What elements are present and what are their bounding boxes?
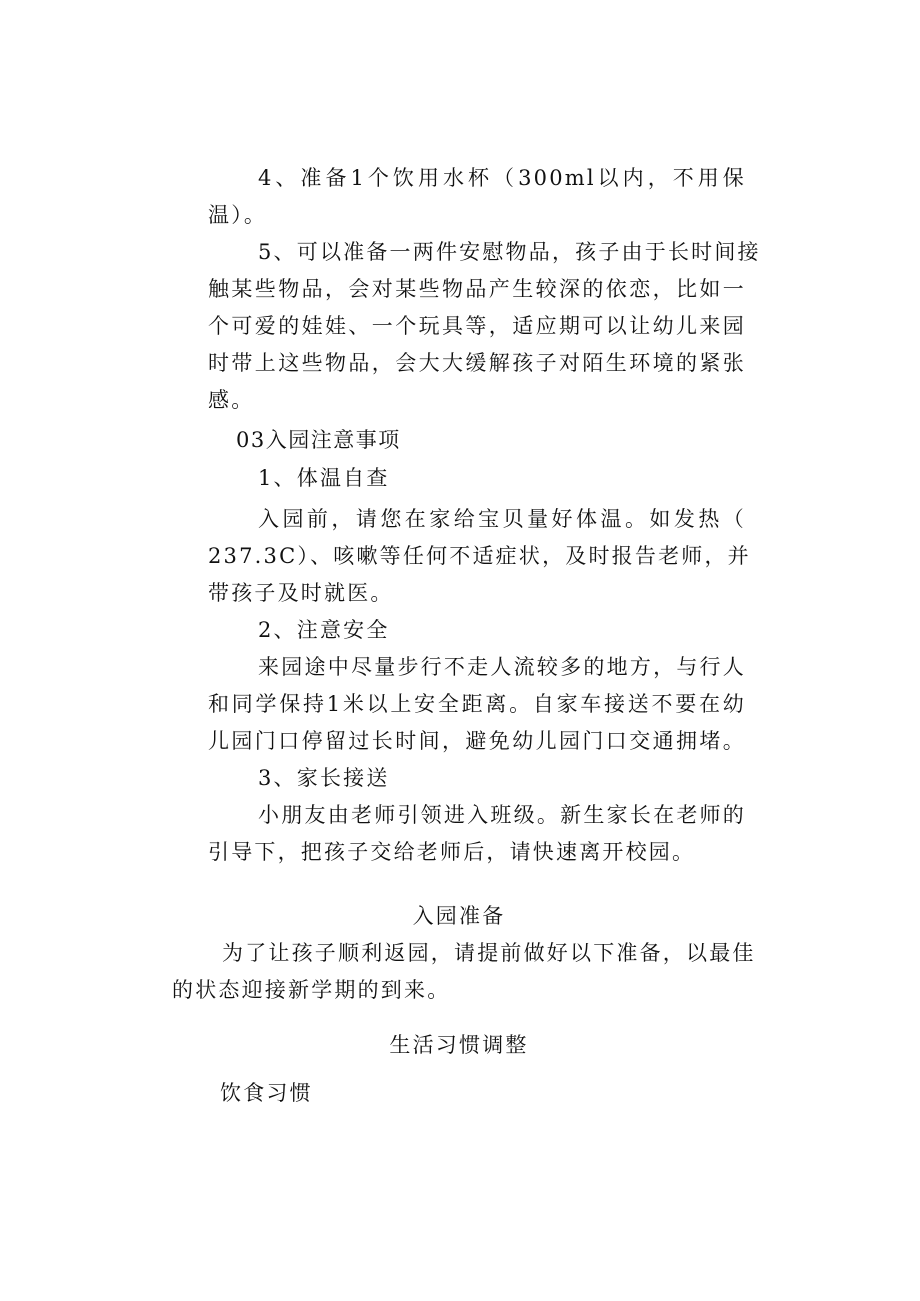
paragraph-line-12: 带孩子及时就医。 (208, 581, 394, 605)
paragraph-line-2: 温）。 (208, 203, 268, 227)
section-title-preparation: 入园准备 (412, 904, 506, 928)
subheading-temperature: 1、体温自查 (258, 466, 390, 490)
subheading-diet: 饮食习惯 (220, 1081, 313, 1105)
paragraph-line-18: 小朋友由老师引领进入班级。新生家长在老师的 (258, 803, 746, 827)
paragraph-line-3: 5、可以准备一两件安慰物品，孩子由于长时间接 (258, 240, 761, 264)
paragraph-line-10: 入园前，请您在家给宝贝量好体温。如发热（ (258, 507, 746, 531)
paragraph-line-19: 引导下，把孩子交给老师后，请快速离开校园。 (208, 840, 696, 864)
paragraph-line-16: 儿园门口停留过长时间，避免幼儿园门口交通拥堵。 (208, 729, 746, 753)
paragraph-line-14: 来园途中尽量步行不走人流较多的地方，与行人 (258, 655, 746, 679)
paragraph-line-1: 4、准备1个饮用水杯（300ml以内，不用保 (258, 166, 746, 190)
paragraph-line-4: 触某些物品，会对某些物品产生较深的依恋，比如一 (208, 277, 746, 301)
paragraph-line-15: 和同学保持1米以上安全距离。自家车接送不要在幼 (208, 692, 746, 716)
section-heading-03: 03入园注意事项 (236, 428, 401, 452)
paragraph-line-11: 237.3C）、咳嗽等任何不适症状，及时报告老师，并 (208, 544, 751, 568)
subheading-safety: 2、注意安全 (258, 618, 390, 642)
subheading-pickup: 3、家长接送 (258, 766, 390, 790)
section-title-habits: 生活习惯调整 (389, 1033, 529, 1057)
paragraph-line-5: 个可爱的娃娃、一个玩具等，适应期可以让幼儿来园 (208, 314, 746, 338)
paragraph-line-7: 感。 (208, 388, 255, 412)
paragraph-line-21: 为了让孩子顺利返园，请提前做好以下准备，以最佳 (222, 941, 756, 965)
paragraph-line-22: 的状态迎接新学期的到来。 (172, 978, 451, 1002)
paragraph-line-6: 时带上这些物品，会大大缓解孩子对陌生环境的紧张 (208, 351, 746, 375)
